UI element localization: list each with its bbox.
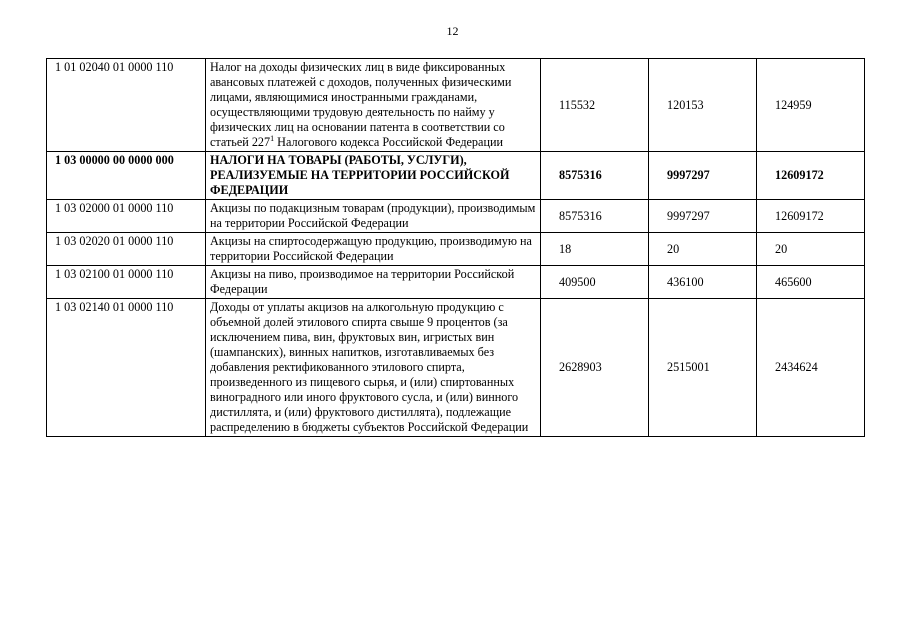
value-year-3-cell: 12609172 <box>757 200 865 233</box>
value-year-1-cell: 409500 <box>541 266 649 299</box>
value-year-2-cell: 120153 <box>649 59 757 152</box>
revenue-name-text: Налог на доходы физических лиц в виде фиксированных авансовых платежей с доходов, полученных физическими лицами, являющимися иностранными гражданами, осуществляющими трудовую деятельность по найму у физических лиц на основании патента в соответствии со статьей 227 <box>210 60 512 149</box>
revenue-name-cell <box>206 59 541 152</box>
budget-code-cell: 1 03 02140 01 0000 110 <box>47 299 206 437</box>
table-row <box>47 200 865 233</box>
footnote-mark: 1 <box>270 133 275 143</box>
value-year-2-cell: 9997297 <box>649 200 757 233</box>
value-year-3-cell: 2434624 <box>757 299 865 437</box>
budget-code-cell: 1 03 00000 00 0000 000 <box>47 152 206 200</box>
budget-code-cell: 1 01 02040 01 0000 110 <box>47 59 206 152</box>
budget-code-cell: 1 03 02100 01 0000 110 <box>47 266 206 299</box>
revenue-name-cell: Акцизы по подакцизным товарам (продукции), производимым на территории Российской Федерации <box>206 200 541 233</box>
revenue-name-cell: НАЛОГИ НА ТОВАРЫ (РАБОТЫ, УСЛУГИ), РЕАЛИЗУЕМЫЕ НА ТЕРРИТОРИИ РОССИЙСКОЙ ФЕДЕРАЦИИ <box>206 152 541 200</box>
table-row <box>47 299 865 437</box>
value-year-1-cell: 8575316 <box>541 152 649 200</box>
table-row <box>47 152 865 200</box>
value-year-2-cell: 20 <box>649 233 757 266</box>
revenue-name-cell: Акцизы на пиво, производимое на территории Российской Федерации <box>206 266 541 299</box>
page-number: 12 <box>446 24 459 38</box>
revenue-name-cell: Доходы от уплаты акцизов на алкогольную продукцию с объемной долей этилового спирта свыше 9 процентов (за исключением пива, вин, фруктовых вин, игристых вин (шампанских), винных напитков, изготавливаемых без добавления ректификованного этилового спирта, произведенного из пищевого сырья, и (или) спиртованных виноградного или иного фруктового сусла, и (или) винного дистиллята, и (или) фруктового дистиллята), подлежащие распределению в бюджеты субъектов Российской Федерации <box>206 299 541 437</box>
value-year-3-cell: 20 <box>757 233 865 266</box>
value-year-1-cell: 18 <box>541 233 649 266</box>
table-row <box>47 266 865 299</box>
value-year-1-cell: 8575316 <box>541 200 649 233</box>
revenue-name-tail: Налогового кодекса Российской Федерации <box>274 135 504 149</box>
value-year-2-cell: 436100 <box>649 266 757 299</box>
value-year-1-cell: 115532 <box>541 59 649 152</box>
budget-code-cell: 1 03 02000 01 0000 110 <box>47 200 206 233</box>
table-row <box>47 233 865 266</box>
value-year-3-cell: 124959 <box>757 59 865 152</box>
value-year-2-cell: 2515001 <box>649 299 757 437</box>
budget-code-cell: 1 03 02020 01 0000 110 <box>47 233 206 266</box>
value-year-2-cell: 9997297 <box>649 152 757 200</box>
revenue-name-cell: Акцизы на спиртосодержащую продукцию, производимую на территории Российской Федерации <box>206 233 541 266</box>
table-row <box>47 59 865 152</box>
budget-revenue-table <box>46 58 865 437</box>
value-year-3-cell: 465600 <box>757 266 865 299</box>
value-year-1-cell: 2628903 <box>541 299 649 437</box>
value-year-3-cell: 12609172 <box>757 152 865 200</box>
